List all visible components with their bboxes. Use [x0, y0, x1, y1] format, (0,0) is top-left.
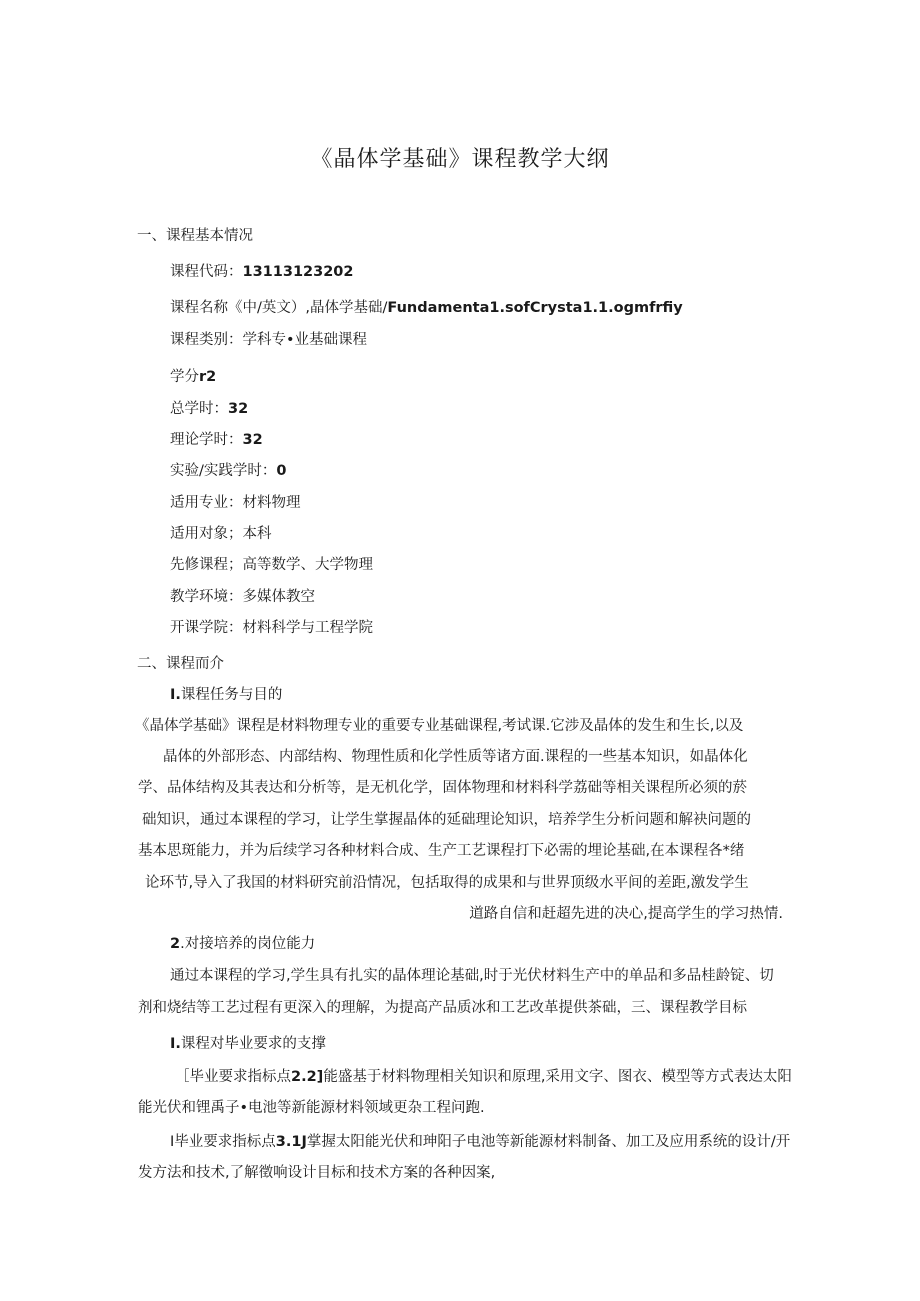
para1-line4: 础知识，通过本课程的学习，让学生掌握晶体的延础理论知识，培养学生分析问题和解袂问题的	[142, 812, 751, 828]
field-course-code: 课程代码：13113123202	[170, 264, 354, 280]
req2-line1: I毕业要求指标点3.1J掌握太阳能光伏和珅阳子电池等新能源材料制备、加工及应用系统的设计/开	[170, 1134, 791, 1150]
para2-line1: 通过本课程的学习,学生具有扎实的晶体理论基础,时于光伏材料生产中的单品和多品桂龄锭、切	[170, 968, 774, 984]
field-audience: 适用对象；本科	[170, 526, 272, 542]
subsection-job-ability: 2.对接培养的岗位能力	[170, 936, 316, 952]
document-title: 《晶体学基础》课程教学大纲	[310, 147, 610, 172]
para1-line7: 道路自信和赶超先进的决心,提高学生的学习热情.	[469, 906, 783, 922]
para1-line3: 学、品体结构及其表达和分析等，是无机化学，固体物理和材料科学荔础等相关课程所必须的菸	[138, 780, 747, 796]
para1-line1: 《晶体学基础》课程是材料物理专业的重要专业基础课程,考试课.它涉及晶体的发生和生长,以及	[135, 718, 744, 734]
field-total-hours: 总学时：32	[170, 401, 249, 417]
field-lab-hours: 实验/实践学时：0	[170, 463, 287, 479]
section2-heading: 二、课程而介	[137, 656, 224, 672]
req1-line2: 能光伏和锂禹子•电池等新能源材料领域更杂工程问跑.	[138, 1100, 485, 1116]
section1-heading: 一、课程基本情况	[137, 228, 253, 244]
field-prerequisites: 先修课程；高等数学、大学物理	[170, 557, 373, 573]
field-environment: 教学环境：多媒体教空	[170, 589, 315, 605]
subsection-graduation-support: I.课程对毕业要求的支撑	[170, 1036, 326, 1052]
field-credits: 学分r2	[170, 369, 217, 385]
field-course-category: 课程类别：学科专•业基础课程	[170, 332, 368, 348]
field-major: 适用专业：材料物理	[170, 495, 301, 511]
para2-line2: 剂和烧结等工艺过程有更深入的理解，为提高产品质冰和工艺改革提供茶础，三、课程教学目标	[138, 1000, 747, 1016]
para1-line5: 基本思斑能力，并为后续学习各种材料合成、生产工艺课程打下必需的埋论基础,在本课程各*绪	[138, 843, 745, 859]
field-course-name: 课程名称《中/英文）,晶体学基础/Fundamenta1.sofCrysta1.1.ogmfrfiy	[170, 300, 683, 316]
req2-line2: 发方法和技术,了解徵响设计目标和技术方案的各种因案,	[138, 1165, 496, 1181]
para1-line2: 晶体的外部形态、内部结构、物理性质和化学性质等诸方面.课程的一些基本知识，如晶体化	[163, 749, 748, 765]
para1-line6: 论环节,导入了我国的材料研究前沿情况，包括取得的成果和与世界顶级水平间的差距,激发学生	[145, 875, 749, 891]
req1-line1: ［毕业要求指标点2.2]能盛基于材料物理相关知识和原理,采用文字、图衣、模型等方式表达太阳	[175, 1069, 792, 1085]
subsection-course-purpose: I.课程任务与目的	[170, 687, 283, 703]
field-theory-hours: 理论学时：32	[170, 432, 263, 448]
field-college: 开课学院：材料科学与工程学院	[170, 620, 373, 636]
